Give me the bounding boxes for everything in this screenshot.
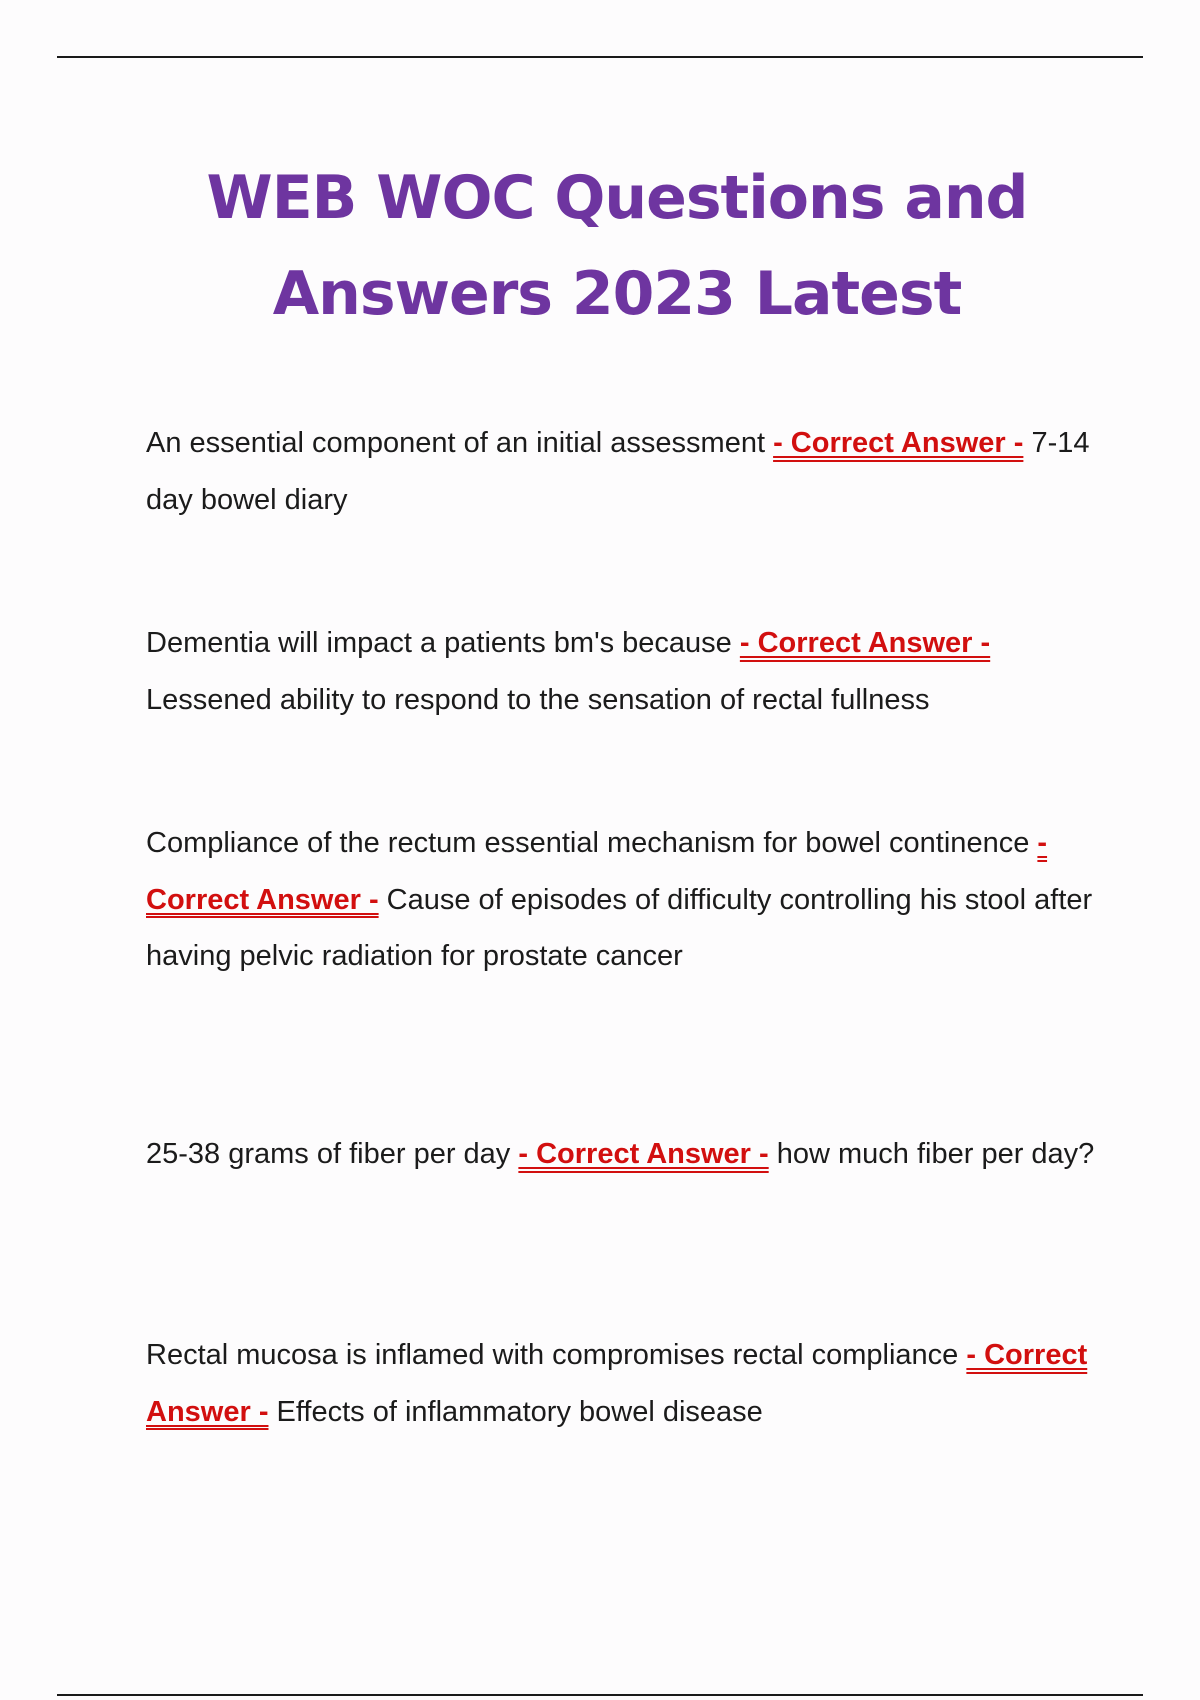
question-text: Compliance of the rectum essential mechanism for bowel continence (146, 827, 1030, 859)
answer-text: 7-14 day bowel diary (146, 427, 1090, 516)
title-line-2: Answers 2023 Latest (272, 259, 962, 329)
document-title (100, 150, 1134, 342)
correct-answer-marker: - Correct Answer - (739, 627, 991, 659)
footer-rule (57, 1694, 1143, 1696)
answer-text: Effects of inflammatory bowel disease (276, 1395, 763, 1428)
answer-text: how much fiber per day? (776, 1138, 1095, 1170)
qa-item (146, 415, 1106, 528)
answer-text: Cause of episodes of difficulty controlling his stool after having pelvic radiation for prostate cancer (146, 883, 1093, 972)
correct-answer-marker: - Correct Answer - (146, 1339, 1088, 1428)
correct-answer-marker: - Correct Answer - (773, 427, 1024, 459)
qa-item (146, 615, 1106, 728)
question-text: An essential component of an initial assessment (146, 427, 766, 459)
correct-answer-marker: - Correct Answer - (518, 1138, 769, 1170)
answer-text: Lessened ability to respond to the sensation of rectal fullness (146, 683, 930, 716)
qa-item (146, 815, 1106, 985)
qa-item (146, 1126, 1106, 1183)
question-text: 25-38 grams of fiber per day (146, 1138, 511, 1170)
title-line-1: WEB WOC Questions and (206, 163, 1028, 233)
qa-item (146, 1327, 1106, 1440)
correct-answer-marker: - Correct Answer - (146, 827, 1048, 916)
header-rule (57, 56, 1143, 58)
question-text: Dementia will impact a patients bm's because (146, 627, 732, 659)
question-text: Rectal mucosa is inflamed with compromises rectal compliance (146, 1339, 959, 1371)
